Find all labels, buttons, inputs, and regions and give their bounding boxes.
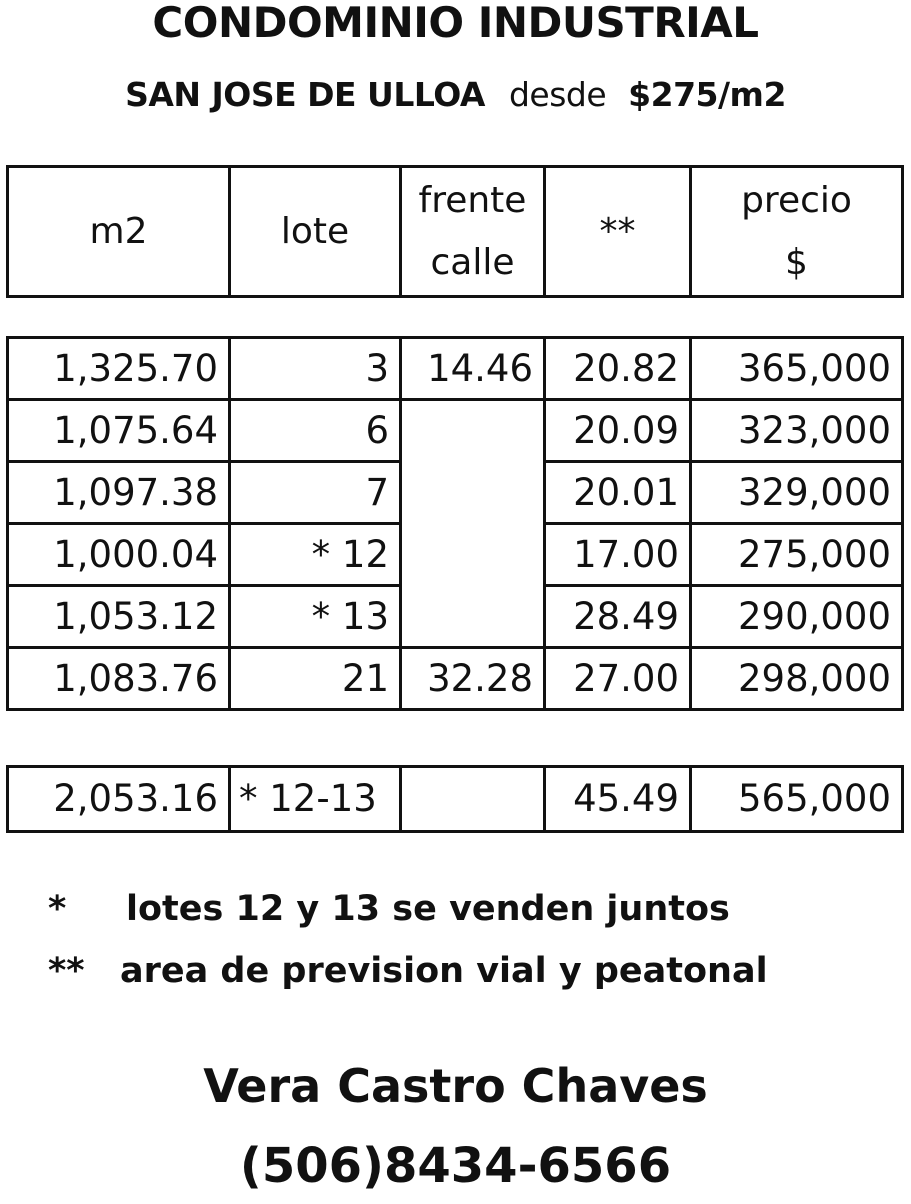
cell-lote: 7 (230, 462, 401, 524)
cell-precio: 275,000 (691, 524, 903, 586)
cell-frente: 32.28 (401, 648, 545, 710)
contact-phone: (506)8434-6566 (239, 1138, 672, 1194)
combined-lots-table (6, 765, 904, 833)
cell-frente: 14.46 (401, 338, 545, 400)
price-from: $275/m2 (628, 75, 786, 114)
cell-area: 20.82 (545, 338, 691, 400)
desde-label: desde (508, 75, 607, 114)
cell-m2: 1,053.12 (8, 586, 230, 648)
lots-table (6, 336, 904, 711)
cell-m2: 1,325.70 (8, 338, 230, 400)
footnote-text: lotes 12 y 13 se venden juntos (126, 889, 730, 929)
col-header-area: ** (545, 167, 691, 297)
cell-m2: 2,053.16 (8, 767, 230, 832)
cell-frente (401, 524, 545, 586)
col-header-m2: m2 (8, 167, 230, 297)
cell-m2: 1,097.38 (8, 462, 230, 524)
cell-precio: 298,000 (691, 648, 903, 710)
col-header-frente: frente calle (401, 167, 545, 297)
cell-lote: 6 (230, 400, 401, 462)
footnote (48, 878, 768, 940)
col-header-precio: precio $ (691, 167, 903, 297)
footnote-mark: * (48, 889, 67, 929)
table-row (8, 586, 903, 648)
cell-lote: * 12 (230, 524, 401, 586)
col-header-lote: lote (230, 167, 401, 297)
cell-precio: 290,000 (691, 586, 903, 648)
cell-frente (401, 462, 545, 524)
page-title: CONDOMINIO INDUSTRIAL (152, 0, 759, 47)
cell-area: 45.49 (545, 767, 691, 832)
footnotes (48, 878, 768, 1002)
cell-area: 17.00 (545, 524, 691, 586)
cell-lote: * 13 (230, 586, 401, 648)
cell-precio: 323,000 (691, 400, 903, 462)
cell-area: 28.49 (545, 586, 691, 648)
table-row (8, 400, 903, 462)
cell-m2: 1,075.64 (8, 400, 230, 462)
cell-lote: 3 (230, 338, 401, 400)
cell-frente (401, 767, 545, 832)
table-row (8, 524, 903, 586)
cell-m2: 1,000.04 (8, 524, 230, 586)
location-text: SAN JOSE DE ULLOA (125, 75, 485, 114)
table-row (8, 338, 903, 400)
cell-precio: 565,000 (691, 767, 903, 832)
subtitle (0, 70, 911, 120)
footnote-text: area de prevision vial y peatonal (120, 951, 768, 991)
cell-area: 20.01 (545, 462, 691, 524)
cell-frente (401, 400, 545, 462)
contact-name: Vera Castro Chaves (203, 1059, 708, 1113)
cell-lote: 21 (230, 648, 401, 710)
cell-precio: 329,000 (691, 462, 903, 524)
table-row (8, 462, 903, 524)
cell-area: 20.09 (545, 400, 691, 462)
table-row (8, 767, 903, 832)
cell-precio: 365,000 (691, 338, 903, 400)
cell-lote: * 12-13 (230, 767, 401, 832)
cell-frente (401, 586, 545, 648)
cell-area: 27.00 (545, 648, 691, 710)
table-header (6, 165, 904, 298)
footnote (48, 940, 768, 1002)
cell-m2: 1,083.76 (8, 648, 230, 710)
table-row (8, 648, 903, 710)
footnote-mark: ** (48, 951, 85, 991)
